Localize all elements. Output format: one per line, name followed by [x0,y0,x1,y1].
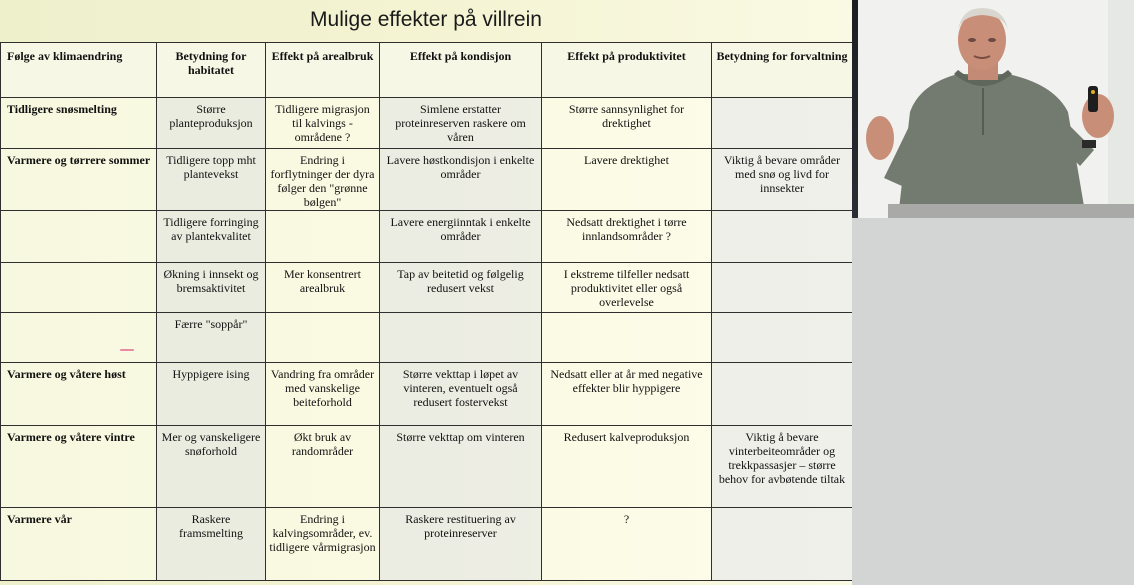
cell-summer-mushrooms-area-use [265,312,380,363]
cell-early-snowmelt-management [711,97,852,149]
speaker-photo [858,0,1134,218]
cell-summer-mushrooms-condition [379,312,542,363]
cell-summer-mushrooms-management [711,312,852,363]
col-header-habitat: Betydning for habitatet [156,42,266,98]
pink-laser-mark [120,349,134,351]
cell-summer-insects-condition: Tap av beitetid og følgelig redusert vekst [379,262,542,313]
cell-warmer-wetter-winter-consequence: Varmere og våtere vintre [0,425,157,508]
cell-warmer-drier-summer-condition: Lavere høstkondisjon i enkelte områder [379,148,542,211]
cell-summer-insects-consequence [0,262,157,313]
wristwatch [1082,140,1096,148]
cell-warmer-drier-summer-habitat: Tidligere topp mht plantevekst [156,148,266,211]
cell-warmer-wetter-winter-habitat: Mer og vanskeligere snøforhold [156,425,266,508]
cell-summer-insects-habitat: Økning i innsekt og bremsaktivitet [156,262,266,313]
cell-early-snowmelt-habitat: Større planteproduksjon [156,97,266,149]
col-header-productivity: Effekt på produktivitet [541,42,712,98]
cell-summer-mushrooms-habitat: Færre "soppår" [156,312,266,363]
cell-warmer-wetter-autumn-area-use: Vandring fra områder med vanskelige beiteforhold [265,362,380,426]
col-header-management: Betydning for forvaltning [711,42,852,98]
speaker-left-hand [866,116,894,160]
cell-warmer-wetter-winter-productivity: Redusert kalveproduksjon [541,425,712,508]
podium [888,204,1134,218]
cell-warmer-wetter-autumn-condition: Større vekttap i løpet av vinteren, eventuelt også redusert fostervekst [379,362,542,426]
cell-warmer-spring-consequence: Varmere vår [0,507,157,581]
cell-early-snowmelt-consequence: Tidligere snøsmelting [0,97,157,149]
cell-warmer-wetter-autumn-habitat: Hyppigere ising [156,362,266,426]
cell-warmer-wetter-winter-management: Viktig å bevare vinterbeiteområder og trekkpassasjer – større behov for avbøtende tiltak [711,425,852,508]
cell-summer-insects-area-use: Mer konsentrert arealbruk [265,262,380,313]
remote-clicker [1088,86,1098,112]
cell-warmer-spring-condition: Raskere restituering av proteinreserver [379,507,542,581]
col-header-area-use: Effekt på arealbruk [265,42,380,98]
cell-warmer-drier-summer-consequence: Varmere og tørrere sommer [0,148,157,211]
col-header-condition: Effekt på kondisjon [379,42,542,98]
cell-summer-insects-management [711,262,852,313]
cell-warmer-drier-summer-management: Viktig å bevare områder med snø og livd for innsekter [711,148,852,211]
cell-summer-plant-quality-productivity: Nedsatt drektighet i tørre innlandsområder ? [541,210,712,263]
cell-warmer-spring-productivity: ? [541,507,712,581]
cell-warmer-drier-summer-area-use: Endring i forflytninger der dyra følger den "grønne bølgen" [265,148,380,211]
cell-summer-mushrooms-productivity [541,312,712,363]
cell-warmer-drier-summer-productivity: Lavere drektighet [541,148,712,211]
cell-warmer-wetter-winter-area-use: Økt bruk av randområder [265,425,380,508]
cell-summer-plant-quality-condition: Lavere energiinntak i enkelte områder [379,210,542,263]
cell-early-snowmelt-productivity: Større sannsynlighet for drektighet [541,97,712,149]
cell-summer-plant-quality-management [711,210,852,263]
cell-early-snowmelt-condition: Simlene erstatter proteinreserven raskere om våren [379,97,542,149]
cell-summer-plant-quality-habitat: Tidligere forringing av plantekvalitet [156,210,266,263]
speaker-illustration [858,0,1134,218]
cell-summer-insects-productivity: I ekstreme tilfeller nedsatt produktivitet eller også overlevelse [541,262,712,313]
cell-summer-mushrooms-consequence [0,312,157,363]
cell-summer-plant-quality-consequence [0,210,157,263]
room-background [852,218,1134,585]
col-header-consequence: Følge av klimaendring [0,42,157,98]
cell-warmer-wetter-autumn-productivity: Nedsatt eller at år med negative effekter blir hyppigere [541,362,712,426]
slide-title: Mulige effekter på villrein [310,8,542,31]
cell-warmer-wetter-autumn-management [711,362,852,426]
cell-summer-plant-quality-area-use [265,210,380,263]
cell-warmer-spring-area-use: Endring i kalvingsområder, ev. tidligere vårmigrasjon [265,507,380,581]
cell-warmer-wetter-autumn-consequence: Varmere og våtere høst [0,362,157,426]
cell-warmer-spring-management [711,507,852,581]
cell-warmer-spring-habitat: Raskere framsmelting [156,507,266,581]
cell-early-snowmelt-area-use: Tidligere migrasjon til kalvings - områdene ? [265,97,380,149]
cell-warmer-wetter-winter-condition: Større vekttap om vinteren [379,425,542,508]
